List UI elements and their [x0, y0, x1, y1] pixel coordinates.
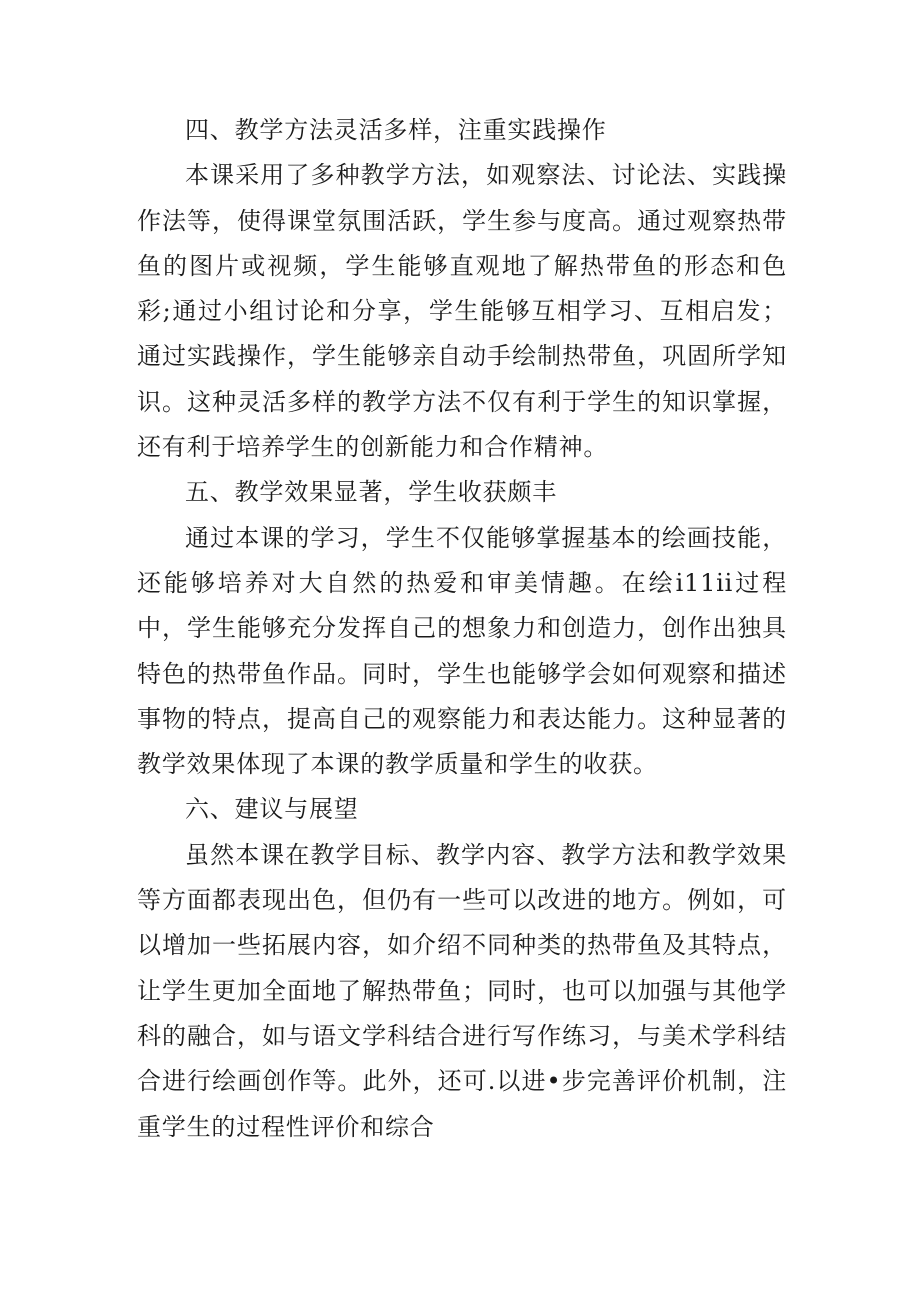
section-paragraph-5: 通过本课的学习，学生不仅能够掌握基本的绘画技能，还能够培养对大自然的热爱和审美情趣。在绘i11ii过程中，学生能够充分发挥自己的想象力和创造力，创作出独具特色的热带鱼作品。同时，学生也能够学会如何观察和描述事物的特点，提高自己的观察能力和表达能力。这种显著的教学效果体现了本课的教学质量和学生的收获。 — [137, 523, 787, 779]
section-paragraph-6: 虽然本课在教学目标、教学内容、教学方法和教学效果等方面都表现出色，但仍有一些可以改进的地方。例如，可以增加一些拓展内容，如介绍不同种类的热带鱼及其特点，让学生更加全面地了解热带鱼；同时，也可以加强与其他学科的融合，如与语文学科结合进行写作练习，与美术学科结合进行绘画创作等。此外，还可.以进•步完善评价机制，注重学生的过程性评价和综合 — [137, 840, 787, 1141]
section-paragraph-4: 本课采用了多种教学方法，如观察法、讨论法、实践操作法等，使得课堂氛围活跃，学生参与度高。通过观察热带鱼的图片或视频，学生能够直观地了解热带鱼的形态和色彩;通过小组讨论和分享，学生能够互相学习、互相启发；通过实践操作，学生能够亲自动手绘制热带鱼，巩固所学知识。这种灵活多样的教学方法不仅有利于学生的知识掌握，还有利于培养学生的创新能力和合作精神。 — [137, 161, 787, 462]
section-heading-6: 六、建议与展望 — [185, 795, 359, 824]
document-body — [137, 108, 787, 1150]
section-heading-5: 五、教学效果显著，学生收获颇丰 — [185, 478, 557, 507]
section-heading-4: 四、教学方法灵活多样，注重实践操作 — [185, 116, 607, 144]
